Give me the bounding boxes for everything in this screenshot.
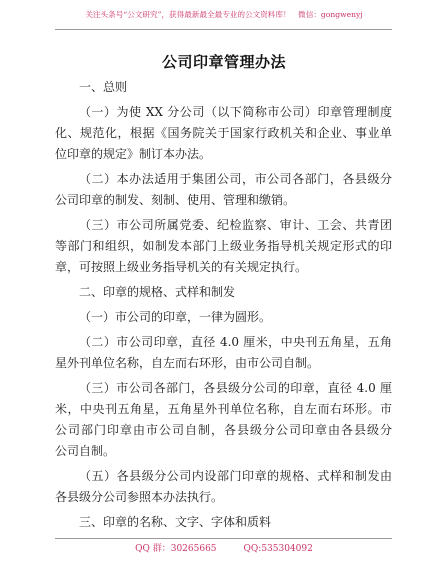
section-heading-text: 三、印章的名称、文字、字体和质料	[79, 515, 272, 529]
section-heading	[55, 512, 392, 533]
section-heading	[55, 77, 392, 98]
paragraph	[55, 102, 392, 165]
header-note: 关注头条号“公文研究”，获得最新最全最专业的公文资料库！ 微信：gongwenyj	[85, 10, 363, 19]
document-body	[55, 77, 392, 533]
paragraph	[55, 332, 392, 374]
section-heading	[55, 282, 392, 303]
paragraph-line: （一）为使 XX 分公司（以下简称市公司）印章管理制度	[79, 105, 392, 119]
paragraph	[55, 169, 392, 211]
paragraph-line: 米，中央刊五角星，五角星外刊单位名称，自左而右环形。市	[55, 402, 392, 416]
paragraph-line: 化、规范化，根据《国务院关于国家行政机关和企业、事业单	[55, 126, 392, 140]
paragraph-line: 等部门和组织，如制发本部门上级业务指导机关规定形式的印	[55, 239, 392, 253]
paragraph-line: （五）各县级分公司内设部门印章的规格、式样和制发由	[79, 469, 392, 483]
document-title: 公司印章管理办法	[161, 53, 286, 71]
paragraph-line: （二）本办法适用于集团公司，市公司各部门，各县级分	[79, 172, 392, 186]
paragraph-line: 星外刊单位名称，自左而右环形，由市公司自制。	[55, 356, 320, 370]
footer-divider	[55, 538, 392, 539]
footer-contact: QQ 群：30265665 QQ:535304092	[135, 544, 313, 554]
paragraph-line: （三）市公司所属党委、纪检监察、审计、工会、共青团	[79, 218, 392, 232]
paragraph-line: 公司印章的制发、刻制、使用、管理和缴销。	[55, 193, 296, 207]
paragraph-line: 公司自制。	[55, 444, 116, 458]
paragraph	[55, 466, 392, 508]
paragraph-line: （一）市公司的印章，一律为圆形。	[79, 310, 272, 324]
paragraph	[55, 215, 392, 278]
paragraph	[55, 307, 392, 328]
paragraph-line: 位印章的规定》制订本办法。	[55, 147, 212, 161]
paragraph	[55, 378, 392, 462]
paragraph-line: 公司部门印章由市公司自制，各县级分公司印章由各县级分	[55, 423, 392, 437]
paragraph-line: 章，可按照上级业务指导机关的有关规定执行。	[55, 260, 308, 274]
paragraph-line: （二）市公司印章，直径 4.0 厘米，中央刊五角星，五角	[79, 335, 392, 349]
section-heading-text: 一、总则	[79, 80, 128, 94]
section-heading-text: 二、印章的规格、式样和制发	[79, 285, 236, 299]
paragraph-line: （三）市公司各部门，各县级分公司的印章，直径 4.0 厘	[79, 381, 392, 395]
header-divider	[55, 29, 392, 30]
paragraph-line: 各县级分公司参照本办法执行。	[55, 490, 224, 504]
